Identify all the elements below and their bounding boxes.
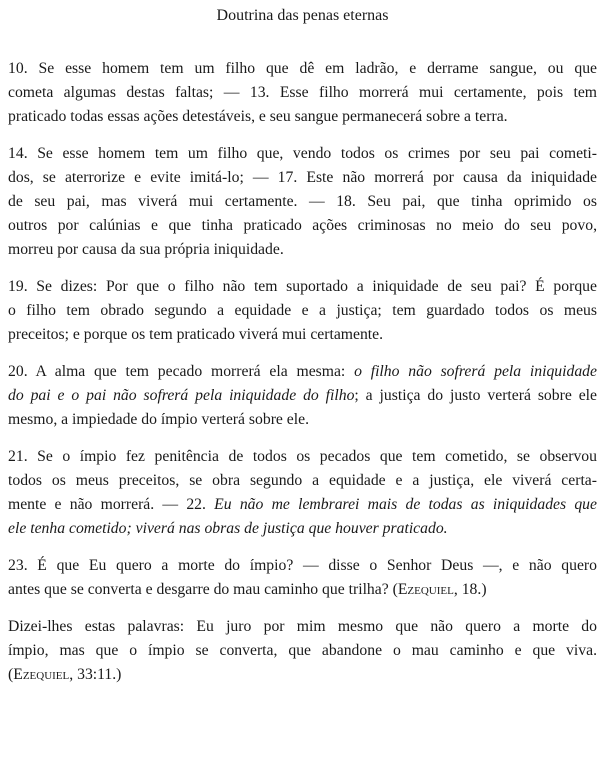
text-segment: mente e não morrerá. — 22. bbox=[8, 496, 215, 513]
paragraph bbox=[8, 142, 597, 262]
text-line bbox=[8, 238, 597, 262]
text-segment: outros por calúnias e que tinha praticado ações criminosas no meio do seu povo, bbox=[8, 217, 597, 234]
text-line bbox=[8, 275, 597, 299]
citation-source: Ezequiel bbox=[397, 581, 454, 598]
paragraph bbox=[8, 554, 597, 602]
text-segment: 14. Se esse homem tem um filho que, vendo todos os crimes por seu pai cometi- bbox=[8, 145, 597, 162]
text-line bbox=[8, 360, 597, 384]
text-segment: dos, se aterrorize e evite imitá-lo; — 17. Este não morrerá por causa da iniquidade bbox=[8, 169, 597, 186]
text-segment: 23. É que Eu quero a morte do ímpio? — disse o Senhor Deus —, e não quero bbox=[8, 557, 597, 574]
paragraph bbox=[8, 445, 597, 541]
text-segment: praticado todas essas ações detestáveis, e seu sangue permanecerá sobre a terra. bbox=[8, 108, 508, 125]
text-segment: 20. A alma que tem pecado morrerá ela mesma: bbox=[8, 363, 355, 380]
text-line bbox=[8, 166, 597, 190]
italic-text: o filho não sofrerá pela iniquidade bbox=[354, 363, 597, 380]
text-line bbox=[8, 493, 597, 517]
text-line bbox=[8, 142, 597, 166]
text-line bbox=[8, 57, 597, 81]
text-segment: 10. Se esse homem tem um filho que dê em ladrão, e derrame sangue, ou que bbox=[8, 60, 597, 77]
text-segment: ímpio, mas que o ímpio se converta, que abandone o mau caminho e que viva. bbox=[8, 642, 597, 659]
text-segment: preceitos; e porque os tem praticado viverá mui certamente. bbox=[8, 326, 384, 343]
text-segment: Dizei-lhes estas palavras: Eu juro por mim mesmo que não quero a morte do bbox=[8, 618, 597, 635]
italic-text: ele tenha cometido; viverá nas obras de justiça que houver praticado. bbox=[8, 520, 448, 537]
text-line bbox=[8, 469, 597, 493]
text-segment: 21. Se o ímpio fez penitência de todos os pecados que tem cometido, se observou bbox=[8, 448, 597, 465]
text-line bbox=[8, 554, 597, 578]
document-page bbox=[8, 0, 597, 700]
text-line bbox=[8, 190, 597, 214]
text-line bbox=[8, 517, 597, 541]
italic-text: do pai e o pai não sofrerá pela iniquidade do filho bbox=[8, 387, 355, 404]
text-segment: mesmo, a impiedade do ímpio verterá sobre ele. bbox=[8, 411, 310, 428]
text-line bbox=[8, 408, 597, 432]
text-line bbox=[8, 663, 597, 687]
text-line bbox=[8, 323, 597, 347]
text-segment: morreu por causa da sua própria iniquidade. bbox=[8, 241, 284, 258]
text-line bbox=[8, 578, 597, 602]
document-body bbox=[8, 57, 597, 687]
text-line bbox=[8, 105, 597, 129]
text-segment: o filho tem obrado segundo a equidade e a justiça; tem guardado todos os meus bbox=[8, 302, 597, 319]
text-line bbox=[8, 384, 597, 408]
paragraph bbox=[8, 615, 597, 687]
text-segment: , 33:11.) bbox=[69, 666, 122, 683]
text-segment: todos os meus preceitos, se obra segundo a equidade e a justiça, ele viverá certa- bbox=[8, 472, 597, 489]
text-segment: cometa algumas destas faltas; — 13. Esse filho morrerá mui certamente, pois tem bbox=[8, 84, 597, 101]
text-segment: ; a justiça do justo verterá sobre ele bbox=[354, 387, 597, 404]
citation-source: Ezequiel bbox=[13, 666, 70, 683]
text-line bbox=[8, 299, 597, 323]
paragraph bbox=[8, 275, 597, 347]
text-segment: de seu pai, mas viverá mui certamente. — 18. Seu pai, que tinha oprimido os bbox=[8, 193, 597, 210]
text-segment: 19. Se dizes: Por que o filho não tem suportado a iniquidade de seu pai? É porque bbox=[8, 278, 597, 295]
text-segment: , 18.) bbox=[453, 581, 487, 598]
text-line bbox=[8, 639, 597, 663]
text-line bbox=[8, 214, 597, 238]
paragraph bbox=[8, 360, 597, 432]
page-title: Doutrina das penas eternas bbox=[216, 7, 389, 24]
italic-text: Eu não me lembrarei mais de todas as iniquidades que bbox=[214, 496, 597, 513]
text-segment: antes que se converta e desgarre do mau caminho que trilha? ( bbox=[8, 581, 398, 598]
text-line bbox=[8, 615, 597, 639]
text-line bbox=[8, 81, 597, 105]
text-segment: ( bbox=[8, 666, 14, 683]
text-line bbox=[8, 445, 597, 469]
paragraph bbox=[8, 57, 597, 129]
